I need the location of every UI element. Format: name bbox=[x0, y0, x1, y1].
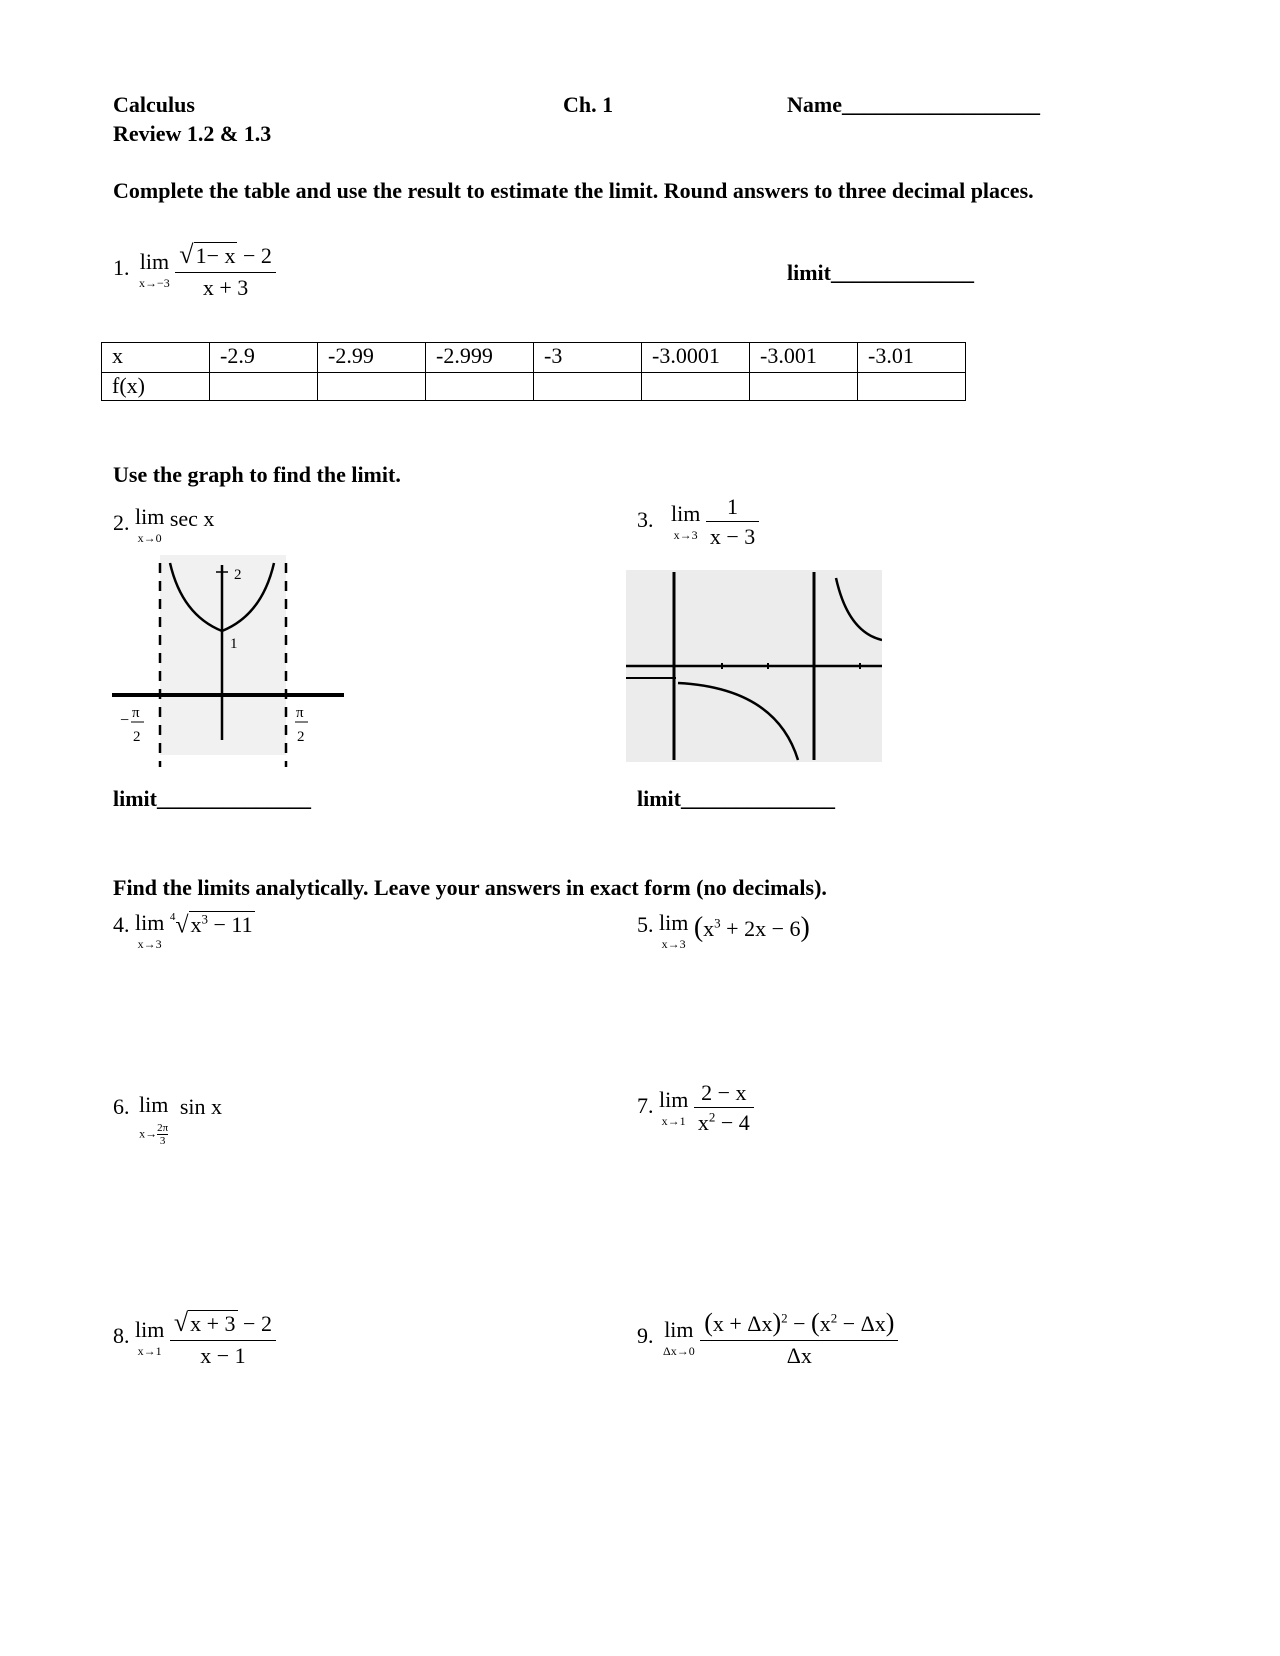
fraction-denominator: x − 1 bbox=[200, 1342, 246, 1368]
label-2: 2 bbox=[234, 567, 242, 583]
lim-subscript: x→3 bbox=[673, 527, 698, 542]
lim-subscript: x→0 bbox=[137, 531, 162, 545]
problem3-number: 3. bbox=[637, 506, 654, 532]
problem1-fraction: $\frac{√1- x - 2}{x + 3}$ bbox=[175, 240, 276, 300]
x-value: -2.999 bbox=[426, 343, 534, 373]
x-value: -3.0001 bbox=[642, 343, 750, 373]
lim-subscript: x→3 bbox=[661, 937, 686, 951]
sqrt-radical: √x + 3 bbox=[173, 1308, 236, 1337]
lim-word: lim bbox=[135, 910, 165, 935]
problem6-function: sin x bbox=[179, 1094, 223, 1119]
lim-subscript: x→−3 bbox=[139, 276, 170, 291]
fx-cell[interactable] bbox=[642, 373, 750, 401]
fx-cell[interactable] bbox=[750, 373, 858, 401]
lim-word: lim bbox=[135, 1317, 165, 1343]
problem2-function: sec x bbox=[169, 506, 215, 531]
sqrt-radical: √1− x bbox=[179, 240, 236, 269]
left-pi-den: 2 bbox=[133, 729, 141, 745]
problem3-limit-answer[interactable]: limit______________ bbox=[637, 786, 835, 811]
problem1-limit-answer[interactable]: limit_____________ bbox=[787, 260, 974, 285]
fraction-numerator: 1 bbox=[706, 494, 759, 522]
problem2-number: 2. bbox=[113, 510, 130, 536]
fraction-denominator: $x^2 - 4$ bbox=[697, 1109, 750, 1136]
left-pi: π bbox=[132, 705, 140, 721]
problem7 bbox=[637, 1080, 754, 1136]
problem6 bbox=[113, 1094, 222, 1147]
problem5-number: 5. bbox=[637, 912, 654, 937]
x-value: -3.01 bbox=[858, 343, 966, 373]
table-header-fx: f(x) bbox=[102, 373, 210, 401]
fraction-numerator: 2 − x bbox=[694, 1080, 754, 1108]
problem8: 8. lim x→1 $\frac{√x + 3 - 2}{x - 1}$ bbox=[113, 1308, 276, 1368]
problem4 bbox=[113, 912, 255, 950]
section3-instructions: Find the limits analytically. Leave your answers in exact form (no decimals). bbox=[113, 875, 827, 900]
x-value: -2.99 bbox=[318, 343, 426, 373]
lim-subscript: x→1 bbox=[137, 1344, 162, 1359]
problem3 bbox=[637, 494, 759, 550]
course-title: Calculus bbox=[113, 92, 195, 117]
x-value: -3.001 bbox=[750, 343, 858, 373]
fraction-denominator: Δx bbox=[786, 1342, 812, 1368]
problem5 bbox=[637, 912, 810, 950]
section1-instructions: Complete the table and use the result to estimate the limit. Round answers to three decimal places. bbox=[113, 178, 1034, 203]
lim-subscript: x→ $\frac{2\pi}{3}$ bbox=[139, 1122, 169, 1148]
sec-graph bbox=[112, 555, 352, 775]
x-value: -3 bbox=[534, 343, 642, 373]
lim-subscript: x→3 bbox=[137, 937, 162, 951]
fx-cell[interactable] bbox=[534, 373, 642, 401]
fraction-numerator: $(x + \Delta x)^2 - (x^2 - \Delta x)$ bbox=[700, 1308, 898, 1341]
table-row-x bbox=[102, 343, 966, 373]
problem5-expression: $(x^3 + 2x - 6)$ bbox=[693, 912, 810, 943]
lim-word: lim bbox=[671, 500, 701, 526]
table-header-x: x bbox=[102, 343, 210, 373]
problem6-number: 6. bbox=[113, 1094, 130, 1119]
lim-word: lim bbox=[659, 1086, 689, 1112]
problem1-number: 1. bbox=[113, 255, 130, 281]
fx-cell[interactable] bbox=[318, 373, 426, 401]
table-row-fx bbox=[102, 373, 966, 401]
review-title: Review 1.2 & 1.3 bbox=[113, 121, 272, 146]
right-pi-den: 2 bbox=[297, 729, 305, 745]
label-1: 1 bbox=[230, 636, 238, 652]
lim-word: lim bbox=[135, 504, 165, 529]
problem7-number: 7. bbox=[637, 1092, 654, 1118]
x-value: -2.9 bbox=[210, 343, 318, 373]
problem1 bbox=[113, 240, 276, 300]
lim-subscript: x→1 bbox=[661, 1113, 686, 1128]
right-pi: π bbox=[296, 705, 304, 721]
fourth-root: $^4√x^3 - 11$ bbox=[169, 911, 253, 939]
reciprocal-graph bbox=[626, 570, 882, 762]
chapter-label: Ch. 1 bbox=[563, 92, 614, 117]
problem9-number: 9. bbox=[637, 1323, 654, 1349]
fx-cell[interactable] bbox=[858, 373, 966, 401]
problem8-number: 8. bbox=[113, 1323, 130, 1349]
problem4-number: 4. bbox=[113, 912, 130, 937]
lim-subscript: Δx→0 bbox=[663, 1344, 695, 1359]
lim-word: lim bbox=[139, 249, 170, 275]
name-field[interactable]: Name__________________ bbox=[787, 92, 1040, 117]
lim-word: lim bbox=[664, 1317, 694, 1343]
fraction-denominator: x − 3 bbox=[709, 524, 756, 550]
left-pi-minus: − bbox=[120, 712, 130, 729]
fx-cell[interactable] bbox=[426, 373, 534, 401]
problem2-limit-answer[interactable]: limit______________ bbox=[113, 786, 311, 811]
lim-word: lim bbox=[659, 910, 689, 935]
lim-word: lim bbox=[139, 1092, 169, 1117]
problem9 bbox=[637, 1308, 898, 1368]
section2-instructions: Use the graph to find the limit. bbox=[113, 462, 401, 487]
fx-cell[interactable] bbox=[210, 373, 318, 401]
values-table bbox=[101, 342, 966, 401]
problem2 bbox=[113, 506, 214, 544]
